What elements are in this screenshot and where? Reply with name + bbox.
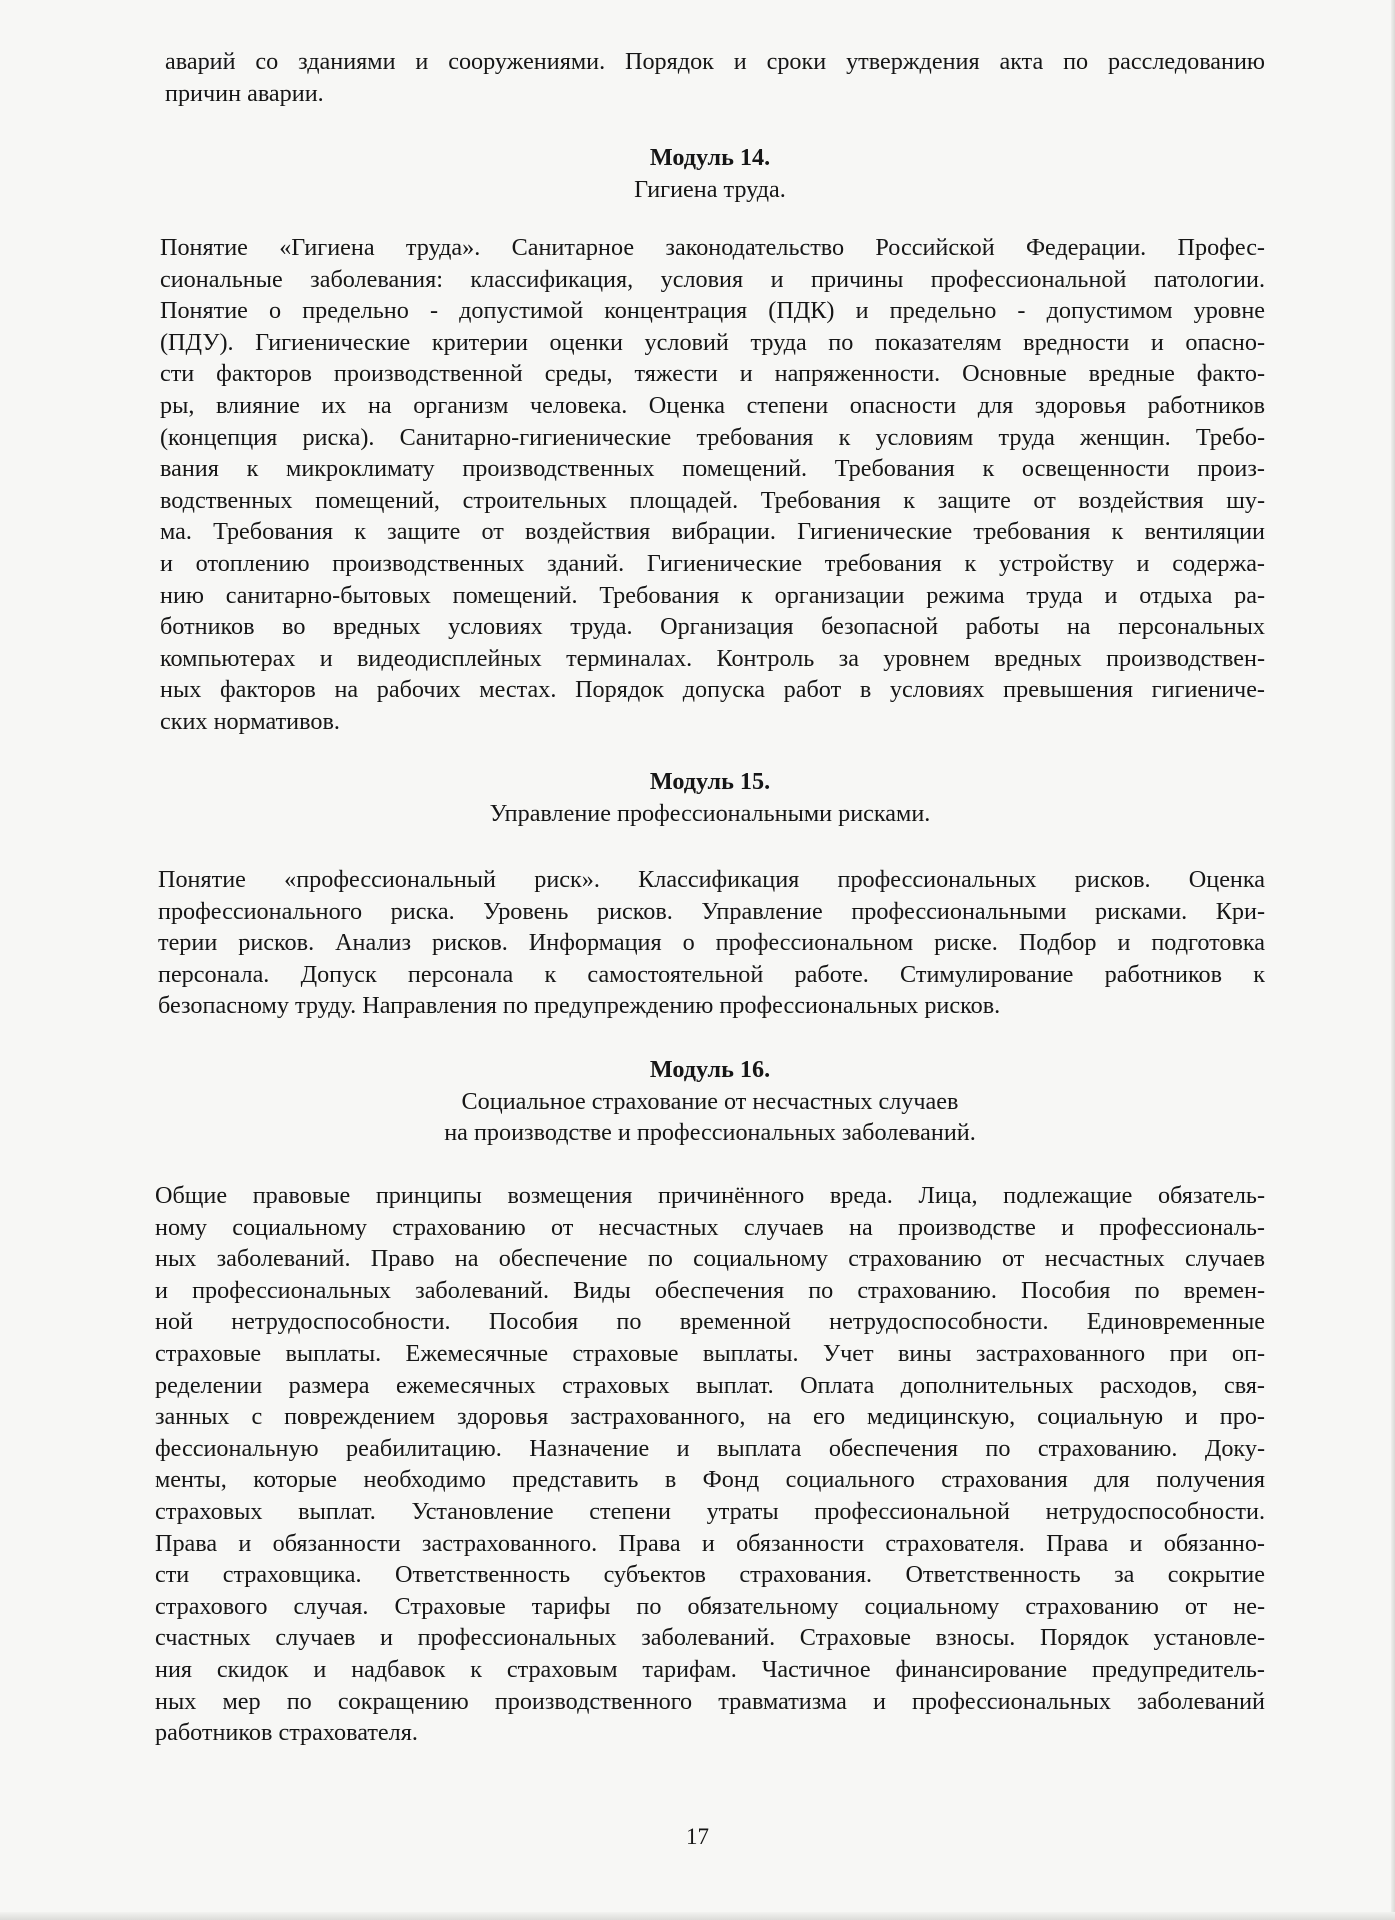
module14-paragraph [160,232,1265,738]
module16-line: счастных случаев и профессиональных заболеваний. Страховые взносы. Порядок установле- [155,1624,1265,1652]
module16-line: Общие правовые принципы возмещения причинённого вреда. Лица, подлежащие обязатель- [155,1182,1265,1209]
intro-line: причин аварии. [165,79,324,107]
module15-heading [150,766,1270,829]
module15-line: терии рисков. Анализ рисков. Информация о профессиональном риске. Подбор и подготовка [158,929,1265,957]
module16-line: фессиональную реабилитацию. Назначение и выплата обеспечения по страхованию. Доку- [155,1434,1265,1462]
module14-line: вания к микроклимату производственных помещений. Требования к освещенности произ- [160,455,1265,483]
module16-line: страховые выплаты. Ежемесячные страховые выплаты. Учет вины застрахованного при оп- [155,1339,1265,1367]
module16-line: Права и обязанности застрахованного. Права и обязанности страхователя. Права и обязанно- [155,1529,1265,1557]
module16-title-line: на производстве и профессиональных заболеваний. [444,1119,976,1147]
module15-line: безопасному труду. Направления по предупреждению профессиональных рисков. [158,992,1001,1020]
page-number: 17 [686,1824,709,1849]
module16-line: и профессиональных заболеваний. Виды обеспечения по страхованию. Пособия по времен- [155,1276,1265,1304]
module14-line: водственных помещений, строительных площадей. Требования к защите от воздействия шу- [160,486,1265,514]
module14-line: (ПДУ). Гигиенические критерии оценки условий труда по показателям вредности и опасно- [160,328,1265,356]
module16-line: ных заболеваний. Право на обеспечение по социальному страхованию от несчастных случаев [155,1245,1265,1273]
module16-title-line: Социальное страхование от несчастных случаев [461,1087,959,1115]
module16-line: страховых выплат. Установление степени утраты профессиональной нетрудоспособности. [155,1497,1265,1525]
module14-line: ма. Требования к защите от воздействия вибрации. Гигиенические требования к вентиляции [160,518,1265,546]
intro-paragraph [165,46,1265,109]
module16-line: ных мер по сокращению производственного травматизма и профессиональных заболеваний [155,1687,1265,1715]
module14-line: ботников во вредных условиях труда. Организация безопасной работы на персональных [160,613,1265,641]
module16-line: занных с повреждением здоровья застрахованного, на его медицинскую, социальную и про- [155,1403,1265,1431]
module14-line: сиональные заболевания: классификация, условия и причины профессиональной патологии. [160,265,1265,293]
module14-line: Понятие о предельно - допустимой концентрация (ПДК) и предельно - допустимом уровне [160,297,1265,325]
module16-line: страхового случая. Страховые тарифы по обязательному социальному страхованию от не- [155,1592,1265,1620]
module16-line: ному социальному страхованию от несчастных случаев на производстве и профессиональ- [155,1213,1265,1241]
module15-title: Управление профессиональными рисками. [489,799,931,827]
module16-line: работников страхователя. [155,1719,418,1747]
module14-line: нию санитарно-бытовых помещений. Требования к организации режима труда и отдыха ра- [160,581,1265,609]
module16-line: менты, которые необходимо представить в Фонд социального страхования для получения [155,1466,1265,1494]
module14-line: (концепция риска). Санитарно-гигиенические требования к условиям труда женщин. Требо- [160,423,1265,451]
module14-title: Гигиена труда. [634,175,786,203]
module15-line: персонала. Допуск персонала к самостоятельной работе. Стимулирование работников к [158,960,1265,988]
module16-line: ной нетрудоспособности. Пособия по временной нетрудоспособности. Единовременные [155,1308,1265,1336]
intro-line: аварий со зданиями и сооружениями. Порядок и сроки утверждения акта по расследованию [165,48,1265,75]
module16-line: сти страховщика. Ответственность субъектов страхования. Ответственность за сокрытие [155,1561,1265,1589]
module15-paragraph [158,864,1265,1022]
module15-number: Модуль 15. [649,768,771,795]
module15-line: Понятие «профессиональный риск». Классификация профессиональных рисков. Оценка [158,866,1265,893]
module16-line: ределении размера ежемесячных страховых выплат. Оплата дополнительных расходов, свя- [155,1371,1265,1399]
page-bottom-shadow [0,1912,1395,1920]
module14-line: ных факторов на рабочих местах. Порядок допуска работ в условиях превышения гигиениче- [160,676,1265,704]
page-edge-shadow [1391,0,1395,1920]
module16-heading [150,1054,1270,1149]
module16-number: Модуль 16. [649,1056,771,1083]
module14-line: ских нормативов. [160,707,340,735]
module14-line: ры, влияние их на организм человека. Оценка степени опасности для здоровья работников [160,391,1265,419]
module14-line: компьютерах и видеодисплейных терминалах. Контроль за уровнем вредных производствен- [160,644,1265,672]
module14-line: сти факторов производственной среды, тяжести и напряженности. Основные вредные факто- [160,360,1265,388]
module15-line: профессионального риска. Уровень рисков. Управление профессиональными рисками. Кри- [158,897,1265,925]
module16-line: ния скидок и надбавок к страховым тарифам. Частичное финансирование предупредитель- [155,1655,1265,1683]
module14-heading [150,142,1270,205]
module14-line: и отоплению производственных зданий. Гигиенические требования к устройству и содержа- [160,549,1265,577]
module16-paragraph [155,1180,1265,1749]
module14-line: Понятие «Гигиена труда». Санитарное законодательство Российской Федерации. Профес- [160,234,1265,261]
module14-number: Модуль 14. [649,144,771,171]
